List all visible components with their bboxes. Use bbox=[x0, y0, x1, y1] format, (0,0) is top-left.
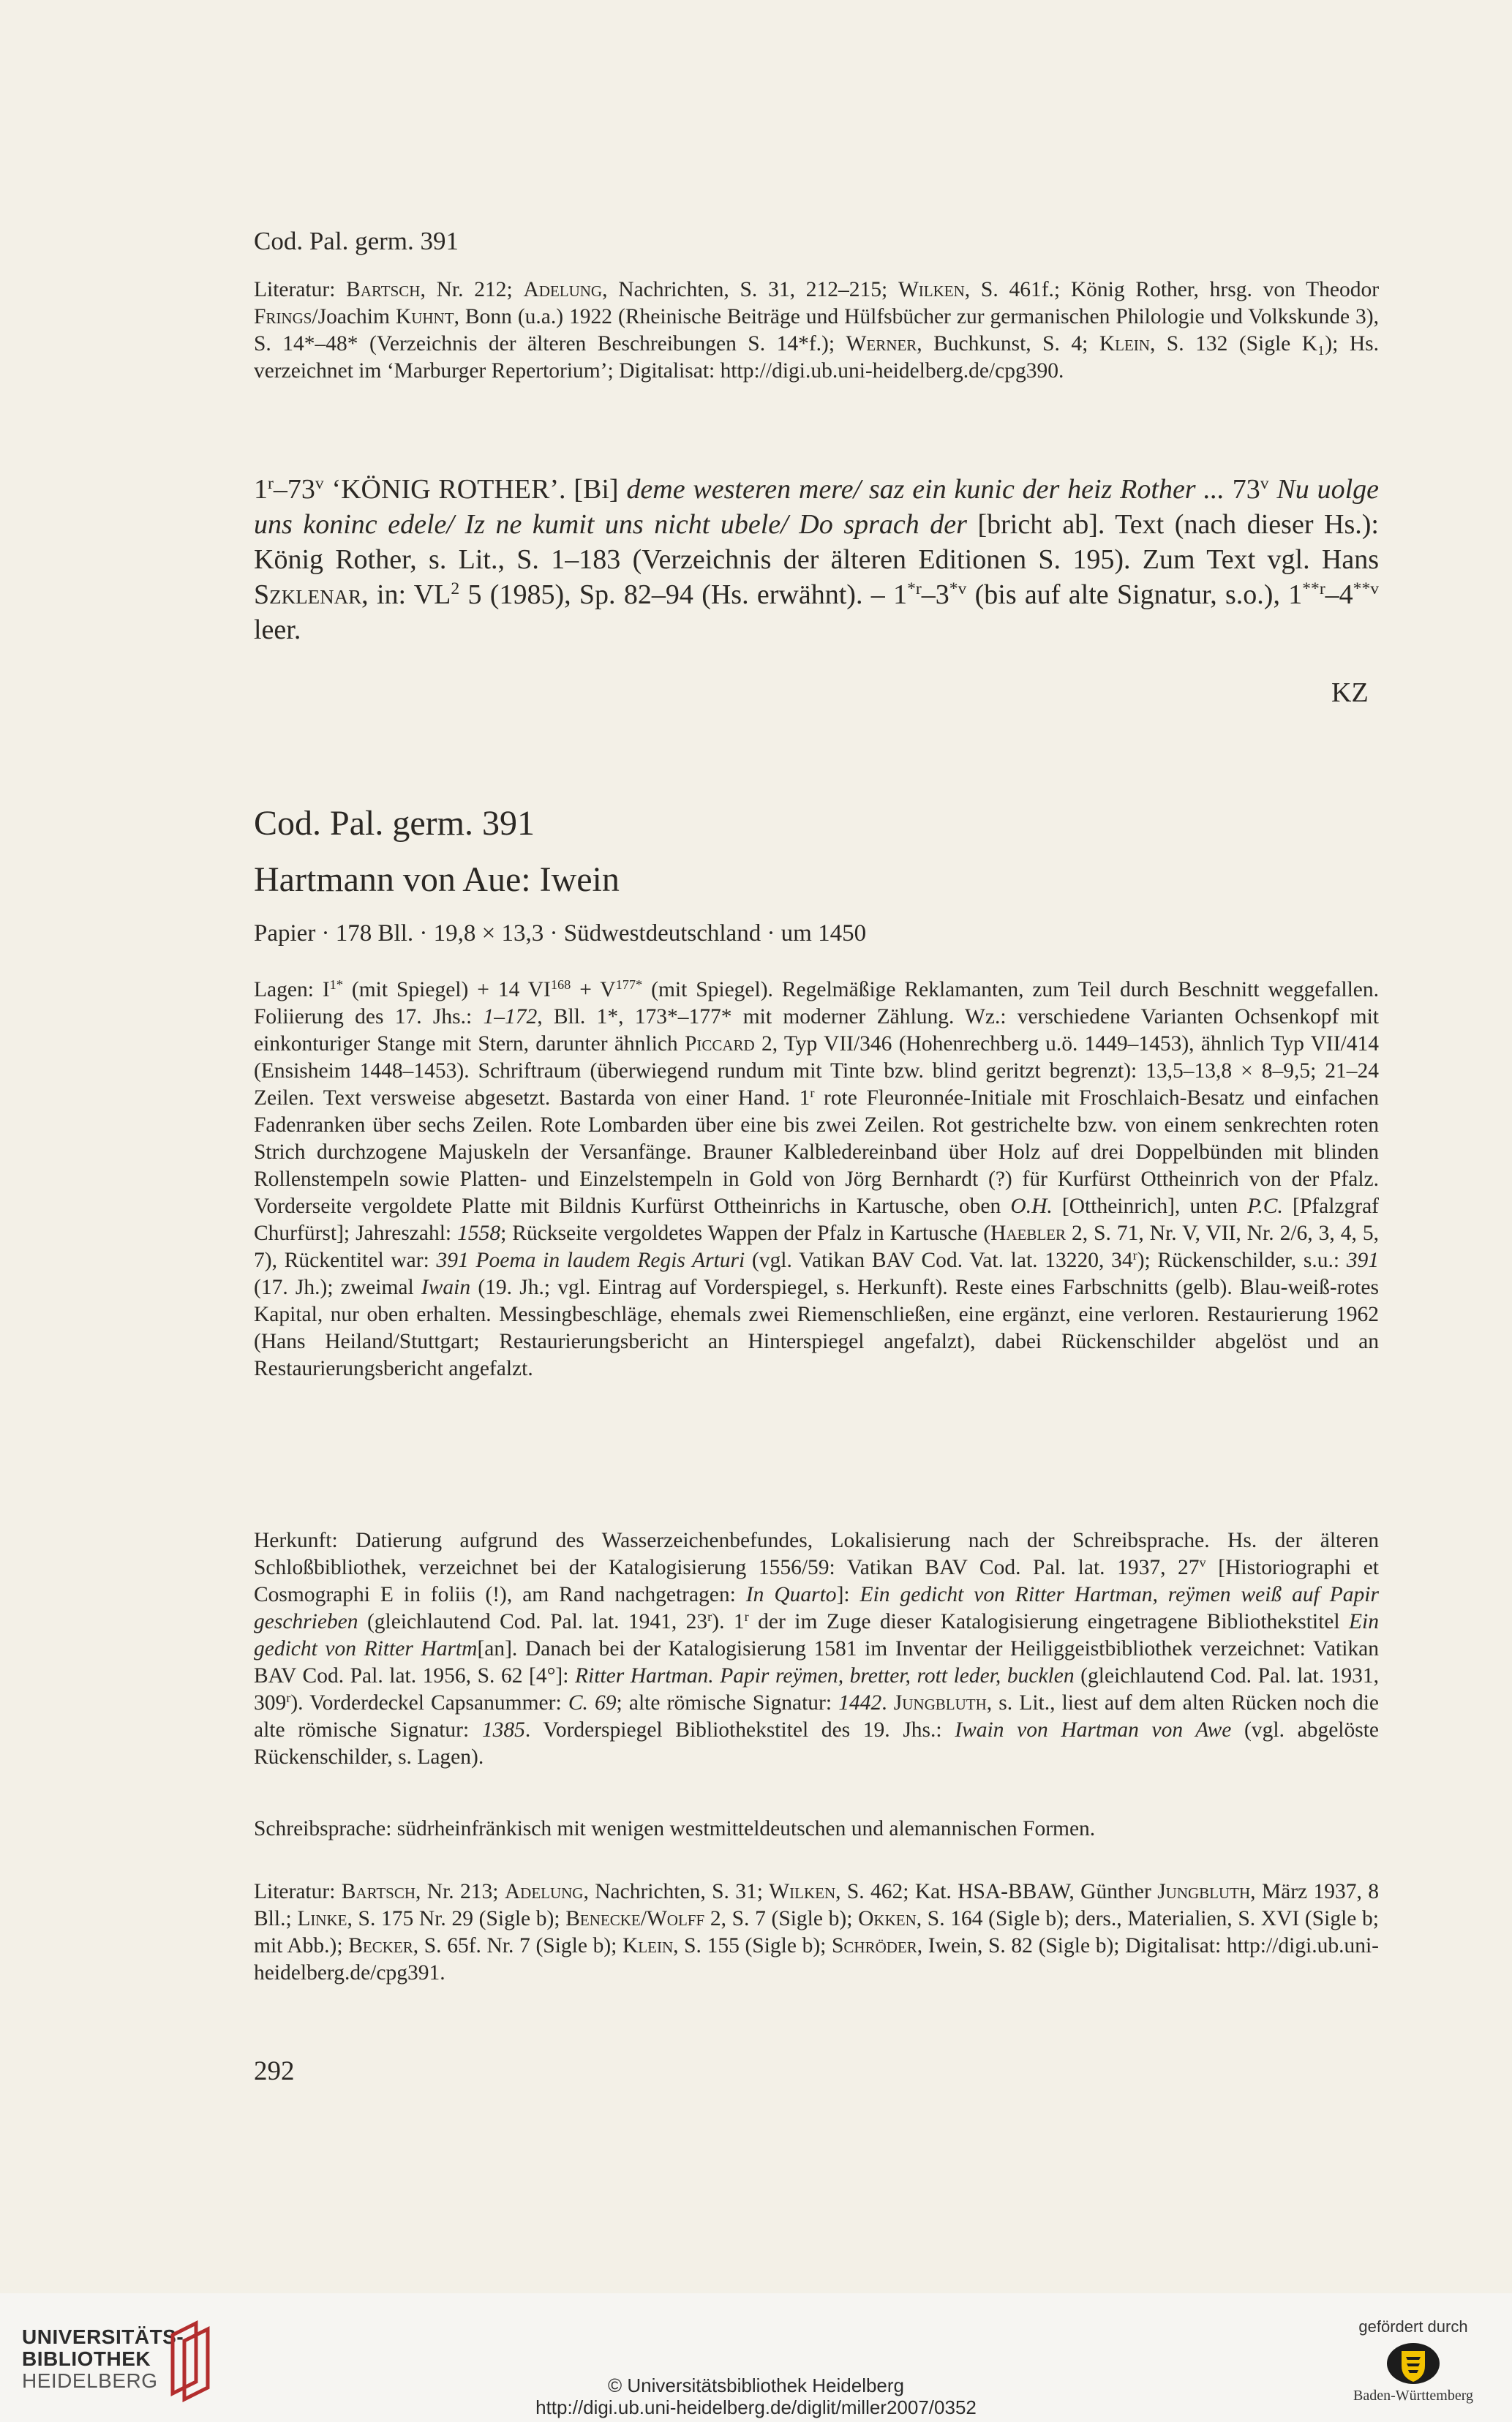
physical-summary: Papier · 178 Bll. · 19,8 × 13,3 · Südwestdeutschland · um 1450 bbox=[254, 920, 867, 947]
page-number: 292 bbox=[254, 2056, 295, 2086]
shelfmark-heading: Cod. Pal. germ. 391 bbox=[254, 804, 535, 843]
codicology-paragraph: Lagen: $I^{1*}$ (mit Spiegel) + 14 $VI^{168} + V^{177*}$ (mit Spiegel). Regelmäßige Reklamanten, zum Teil durch Beschnitt weggefallen. Foliierung des 17. Jhs.: 1–172, Bll. 1*, 173*–177* mit moderner Zählung. Wz.: verschiedene Varianten Ochsenkopf mit einkonturiger Stange mit Stern, darunter ähnlich Piccard 2, Typ VII/346 (Hohenrechberg u.ö. 1449–1453), ähnlich Typ VII/414 (Ensisheim 1448–1453). Schriftraum (überwiegend rundum mit Tinte bzw. blind geritzt begrenzt): 13,5–13,8 × 8–9,5; 21–24 Zeilen. Text versweise abgesetzt. Bastarda von einer Hand. 1$^r$ rote Fleuronnée-Initiale mit Froschlaich-Besatz und einfachen Fadenranken über sechs Zeilen. Rote Lombarden über eine bis zwei Zeilen. Rot gestrichelte bzw. von einem senkrechten roten Strich durchzogene Majuskeln der Versanfänge. Brauner Kalbledereinband über Holz auf drei Doppelbünden mit blinden Rollenstempeln sowie Platten- und Einzelstempeln in Gold von Jörg Bernhardt (?) für Kurfürst Ottheinrich von der Pfalz. Vorderseite vergoldete Platte mit Bildnis Kurfürst Ottheinrichs in Kartusche, oben O.H. [Ottheinrich], unten P.C. [Pfalzgraf Churfürst]; Jahreszahl: 1558; Rückseite vergoldetes Wappen der Pfalz in Kartusche (Haebler 2, S. 71, Nr. V, VII, Nr. 2/6, 3, 4, 5, 7), Rückentitel war: 391 Poema in laudem Regis Arturi (vgl. Vatikan BAV Cod. Vat. lat. 13220, 34$^r$); Rückenschilder, s.u.: 391 (17. Jh.); zweimal Iwain (19. Jh.; vgl. Eintrag auf Vorderspiegel, s. Herkunft). Reste eines Farbschnitts (gelb). Blau-weiß-rotes Kapital, nur oben erhalten. Messingbeschläge, ehemals zwei Riemenschließen, eine ergänzt, eine verloren. Restaurierung 1962 (Hans Heiland/Stuttgart; Restaurierungsbericht an Hinterspiegel angefalzt), dabei Rückenschilder abgelöst und an Restaurierungsbericht angefalzt. bbox=[254, 977, 1380, 1380]
copyright-text: © Universitätsbibliothek Heidelberg bbox=[607, 2374, 905, 2396]
state-name: Baden-Württemberg bbox=[1353, 2388, 1473, 2404]
copyright-footer bbox=[0, 2374, 1512, 2418]
running-head: Cod. Pal. germ. 391 bbox=[254, 227, 459, 255]
funding-badge[interactable] bbox=[1325, 2317, 1501, 2404]
author-initials: KZ bbox=[1331, 677, 1369, 708]
manuscript-title: Hartmann von Aue: Iwein bbox=[254, 860, 620, 899]
content-entry-koenig-rother: 1$^r$–73$^v$ ‘KÖNIG ROTHER’. [Bi] deme westeren mere/ saz ein kunic der heiz Rother ... 73$^v$ Nu uolge uns koninc edele/ Iz ne kumit uns nicht ubele/ Do sprach der [bricht ab]. Text (nach dieser Hs.): König Rother, s. Lit., S. 1–183 (Verzeichnis der älteren Editionen S. 195). Zum Text vgl. Hans Szklenar, in: $VL^2$ 5 (1985), Sp. 82–94 (Hs. erwähnt). – 1$^{*r}$–3$^{*v}$ (bis auf alte Signatur, s.o.), 1$^{**r}$–4$^{**v}$ leer. bbox=[254, 474, 1379, 645]
scribal-language-paragraph: Schreibsprache: südrheinfränkisch mit wenigen westmitteldeutschen und alemannischen Formen. bbox=[254, 1817, 1096, 1840]
permalink-url[interactable]: http://digi.ub.uni-heidelberg.de/diglit/miller2007/0352 bbox=[535, 2396, 977, 2418]
ub-heidelberg-logo-text[interactable]: UNIVERSITÄTS- BIBLIOTHEK HEIDELBERG bbox=[22, 2325, 184, 2392]
literature-paragraph-cpg391: Literatur: Bartsch, Nr. 213; Adelung, Nachrichten, S. 31; Wilken, S. 462; Kat. HSA-BBAW, Günther Jungbluth, März 1937, 8 Bll.; Linke, S. 175 Nr. 29 (Sigle b); Benecke/Wolff 2, S. 7 (Sigle b); Okken, S. 164 (Sigle b); ders., Materialien, S. XVI (Sigle b; mit Abb.); Becker, S. 65f. Nr. 7 (Sigle b); Klein, S. 155 (Sigle b); Schröder, Iwein, S. 82 (Sigle b); Digitalisat: http://digi.ub.uni-heidelberg.de/cpg391. bbox=[254, 1880, 1380, 1985]
literature-paragraph-cpg390: Literatur: Bartsch, Nr. 212; Adelung, Nachrichten, S. 31, 212–215; Wilken, S. 461f.; König Rother, hrsg. von Theodor Frings/Joachim Kuhnt, Bonn (u.a.) 1922 (Rheinische Beiträge und Hülfsbücher zur germanischen Philologie und Volkskunde 3), S. 14*–48* (Verzeichnis der älteren Beschreibungen S. 14*f.); Werner, Buchkunst, S. 4; Klein, S. 132 (Sigle K₁); Hs. verzeichnet im ‘Marburger Repertorium’; Digitalisat: http://digi.ub.uni-heidelberg.de/cpg390. bbox=[254, 278, 1380, 383]
provenance-paragraph: Herkunft: Datierung aufgrund des Wasserzeichenbefundes, Lokalisierung nach der Schreibsprache. Hs. der älteren Schloßbibliothek, verzeichnet bei der Katalogisierung 1556/59: Vatikan BAV Cod. Pal. lat. 1937, 27$^v$ [Historiographi et Cosmographi E in foliis (!), am Rand nachgetragen: In Quarto]: Ein gedicht von Ritter Hartman, reÿmen weiß auf Papir geschrieben (gleichlautend Cod. Pal. lat. 1941, 23$^r$). 1$^r$ der im Zuge dieser Katalogisierung eingetragene Bibliothekstitel Ein gedicht von Ritter Hartm[an]. Danach bei der Katalogisierung 1581 im Inventar der Heiliggeistbibliothek verzeichnet: Vatikan BAV Cod. Pal. lat. 1956, S. 62 [4°]: Ritter Hartman. Papir reÿmen, bretter, rott leder, bucklen (gleichlautend Cod. Pal. lat. 1931, 309$^r$). Vorderdeckel Capsanummer: C. 69; alte römische Signatur: 1442. Jungbluth, s. Lit., liest auf dem alten Rücken noch die alte römische Signatur: 1385. Vorderspiegel Bibliothekstitel des 19. Jhs.: Iwain von Hartman von Awe (vgl. abgelöste Rückenschilder, s. Lagen). bbox=[254, 1529, 1380, 1769]
coat-of-arms-icon bbox=[1384, 2341, 1443, 2386]
funded-by-label: gefördert durch bbox=[1358, 2317, 1468, 2336]
